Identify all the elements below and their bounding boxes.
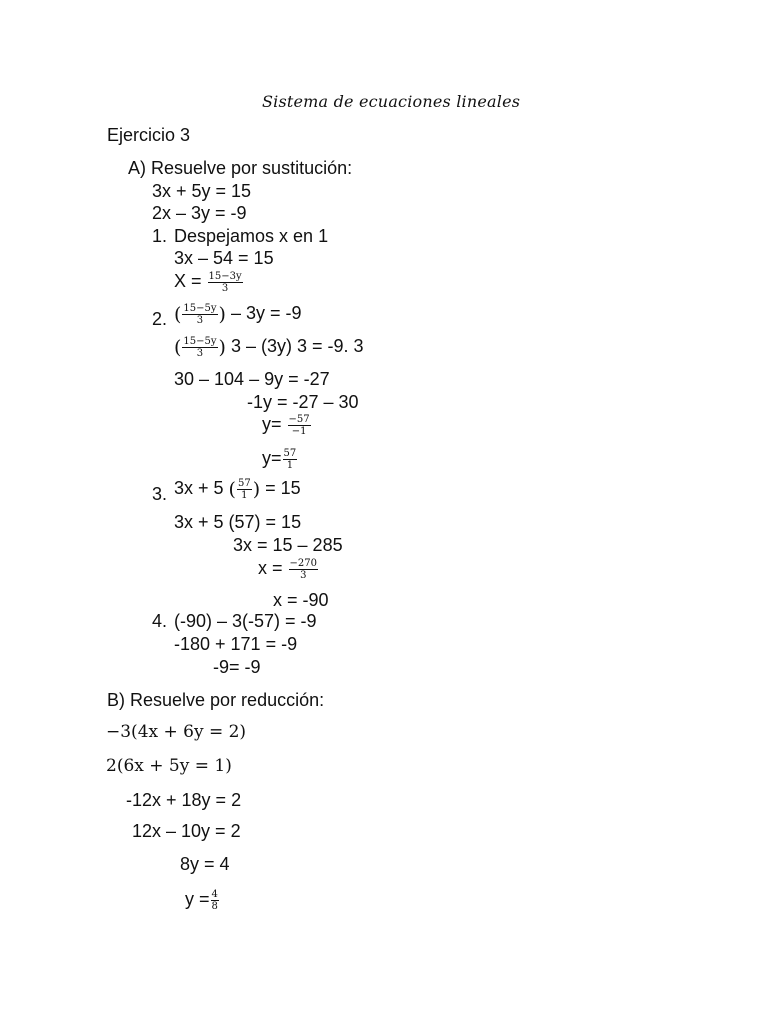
fraction-numerator: 4 <box>211 888 218 900</box>
step-2-line-5 <box>262 413 312 437</box>
fraction <box>237 478 252 501</box>
step-4-line-3: -9= -9 <box>213 657 261 677</box>
step-2-line-4: -1y = -27 – 30 <box>247 392 359 412</box>
fraction <box>211 889 219 912</box>
fraction <box>288 414 311 437</box>
step-3-line-1-suffix: = 15 <box>260 478 301 498</box>
fraction <box>283 448 298 471</box>
part-b-heading: B) Resuelve por reducción: <box>107 690 325 710</box>
reduction-line-3: 8y = 4 <box>180 854 230 874</box>
document-title: Sistema de ecuaciones lineales <box>262 92 521 111</box>
step-2-line-3: 30 – 104 – 9y = -27 <box>174 369 330 389</box>
step-3-line-4 <box>258 557 319 581</box>
exercise-label: Ejercicio 3 <box>107 125 191 145</box>
fraction <box>182 336 217 359</box>
fraction <box>289 558 318 581</box>
fraction <box>208 271 243 294</box>
step-2-number: 2. <box>152 309 168 329</box>
fraction-denominator: 1 <box>286 459 294 471</box>
reduction-line-4-prefix: y = <box>185 889 210 909</box>
fraction-denominator: 1 <box>241 489 248 501</box>
reduction-line-1: -12x + 18y = 2 <box>126 790 242 810</box>
reduction-line-4 <box>185 888 220 912</box>
fraction-numerator: 57 <box>237 477 251 489</box>
part-a-heading: A) Resuelve por sustitución: <box>128 158 353 178</box>
step-2-line-2: ( $\frac{15-5y}{3}$ ) 3 – (3y) 3 = -9. 3 <box>174 335 364 359</box>
fraction-denominator: 3 <box>300 569 307 581</box>
step-2-line-5-prefix: y= <box>262 414 287 434</box>
step-3-line-2: 3x + 5 (57) = 15 <box>174 512 302 532</box>
reduction-equation-2: 2(6x + 5y = 1) <box>106 756 232 776</box>
equation-1: 3x + 5y = 15 <box>152 181 252 201</box>
step-4-number: 4. <box>152 611 168 631</box>
fraction-denominator: −1 <box>291 425 307 437</box>
step-3-line-5: x = -90 <box>273 590 329 610</box>
fraction-numerator: 15−5y <box>183 335 217 347</box>
fraction-denominator: 3 <box>221 282 229 294</box>
equation-2: 2x – 3y = -9 <box>152 203 247 223</box>
reduction-equation-1: −3(4x + 6y = 2) <box>106 722 247 742</box>
step-3-number: 3. <box>152 484 168 504</box>
step-2-line-6-prefix: y= <box>262 448 282 468</box>
step-1-text: Despejamos x en 1 <box>174 226 329 246</box>
step-3-line-4-prefix: x = <box>258 558 288 578</box>
fraction-denominator: 3 <box>196 347 204 359</box>
fraction <box>182 303 217 326</box>
step-3-line-1-prefix: 3x + 5 <box>174 478 229 498</box>
fraction-numerator: 57 <box>283 447 297 459</box>
step-2-line-1-suffix: – 3y = -9 <box>225 303 302 323</box>
step-2-line-6 <box>262 447 298 471</box>
fraction-denominator: 8 <box>211 900 218 912</box>
step-4-line-2: -180 + 171 = -9 <box>174 634 298 654</box>
fraction-numerator: −57 <box>288 413 310 425</box>
fraction-numerator: 15−5y <box>183 302 217 314</box>
fraction-numerator: −270 <box>289 557 317 569</box>
step-3-line-1: 3x + 5 ( $\frac{57}{1}$ ) = 15 <box>174 477 301 501</box>
step-3-line-3: 3x = 15 – 285 <box>233 535 343 555</box>
fraction-denominator: 3 <box>196 314 204 326</box>
step-1-line-2-prefix: X = <box>174 271 207 291</box>
step-4-line-1: (-90) – 3(-57) = -9 <box>174 611 317 631</box>
step-1-number: 1. <box>152 226 168 246</box>
step-2-line-2-suffix: 3 – (3y) 3 = -9. 3 <box>225 336 364 356</box>
reduction-line-2: 12x – 10y = 2 <box>132 821 241 841</box>
step-1-line-2 <box>174 270 244 294</box>
step-2-line-1: ( $\frac{15-5y}{3}$ ) – 3y = -9 <box>174 302 302 326</box>
fraction-numerator: 15−3y <box>208 270 242 282</box>
step-1-line-1: 3x – 54 = 15 <box>174 248 274 268</box>
